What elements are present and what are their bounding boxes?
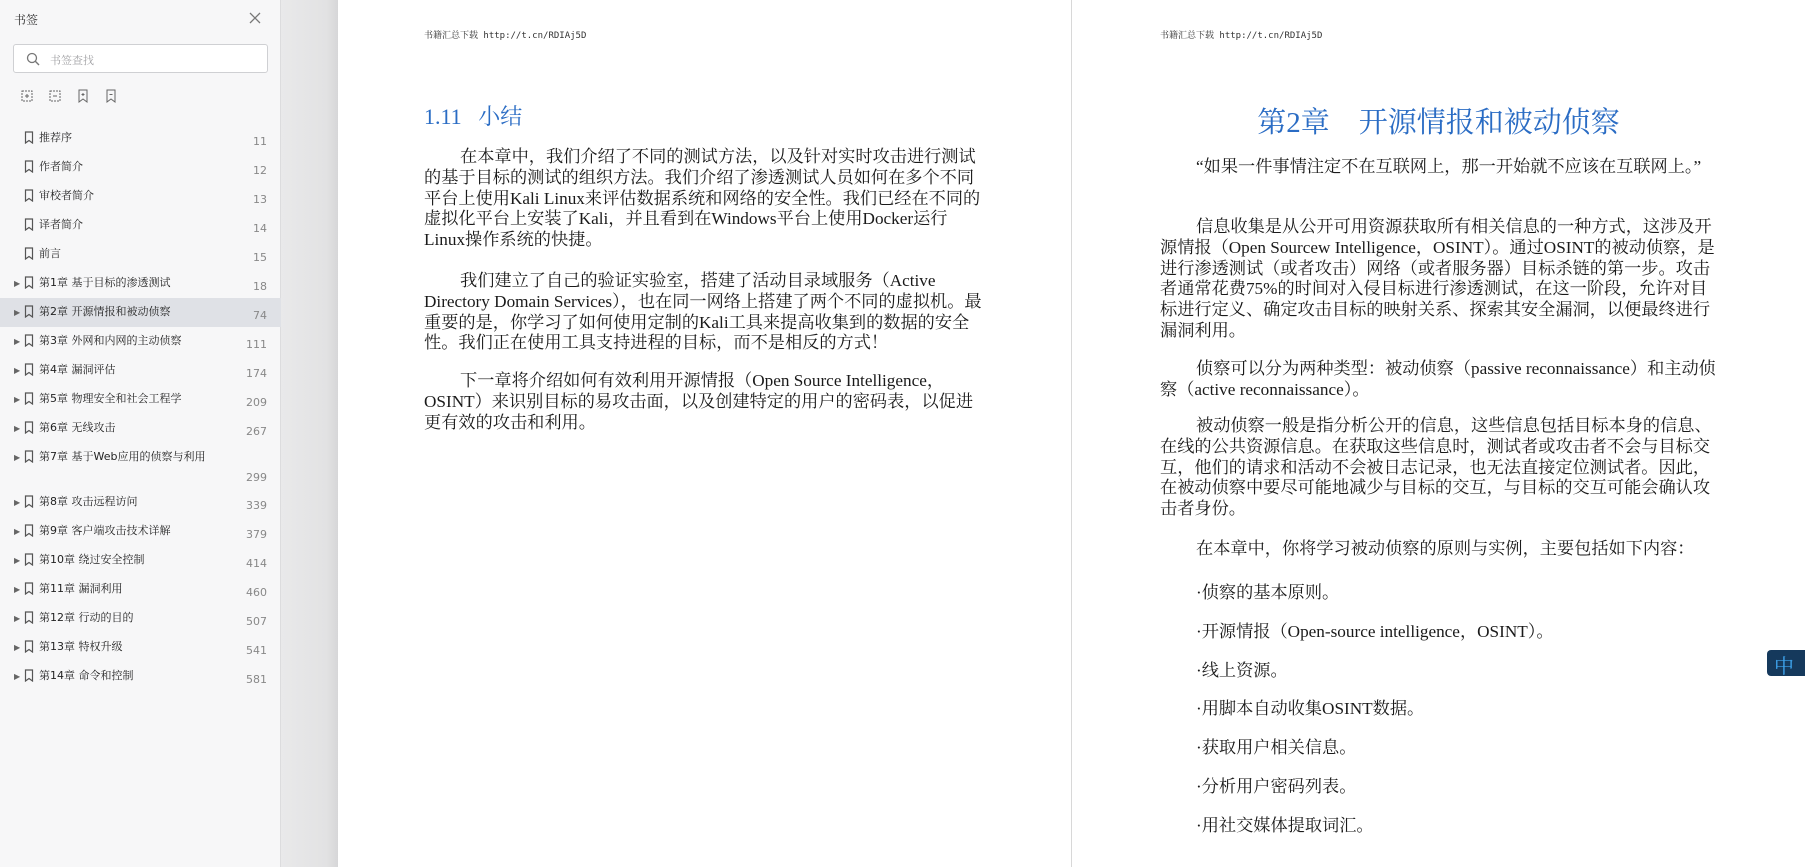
bookmark-item[interactable] [0,153,281,182]
bookmark-label: 第9章 客户端攻击技术详解 [39,524,171,537]
bookmark-label: 第6章 无线攻击 [39,421,116,434]
bookmark-page-number: 12 [253,164,267,177]
bookmark-list [0,124,281,691]
paragraph: 在本章中，你将学习被动侦察的原则与实例，主要包括如下内容： [1196,539,1695,558]
page-shadow [281,0,338,867]
bookmark-icon [24,553,34,566]
bookmark-sidebar [0,0,281,867]
bookmark-label: 第4章 漏洞评估 [39,363,116,376]
bookmark-page-number: 174 [246,367,267,380]
paragraph: 下一章将介绍如何有效利用开源情报（Open Source Intelligence，OSINT）来识别目标的易攻击面，以及创建特定的用户的密码表，以促进更有效的攻击和利用。 [424,371,974,432]
expand-caret-icon[interactable]: ▶ [14,643,21,652]
add-bookmark-icon[interactable] [75,88,91,104]
bookmark-icon [24,276,34,289]
bookmark-search-input[interactable] [48,50,262,70]
chapter-title: 第2章 开源情报和被动侦察 [1257,107,1620,139]
bookmark-item[interactable] [0,604,281,633]
bookmark-label: 推荐序 [39,131,72,144]
expand-caret-icon[interactable]: ▶ [14,498,21,507]
bookmark-label: 第11章 漏洞利用 [39,582,123,595]
bookmark-item[interactable] [0,298,281,327]
bookmark-page-number: 13 [253,193,267,206]
bookmark-page-number: 18 [253,280,267,293]
bookmark-item[interactable] [0,443,281,488]
expand-caret-icon[interactable]: ▶ [14,672,21,681]
expand-caret-icon[interactable]: ▶ [14,366,21,375]
bookmark-icon [24,334,34,347]
search-icon [26,52,40,66]
paragraph: 被动侦察一般是指分析公开的信息，这些信息包括目标本身的信息、在线的公共资源信息。在获取这些信息时，测试者或攻击者不会与目标交互，他们的请求和活动不会被日志记录，也无法直接定位测试者。因此，在被动侦察中要尽可能地减少与目标的交互，与目标的交互可能会确认攻击者身份。 [1160,416,1712,519]
list-item: ·开源情报（Open-source intelligence，OSINT）。 [1196,622,1554,641]
collapse-all-icon[interactable] [47,88,63,104]
bookmark-item[interactable] [0,517,281,546]
bookmark-label: 审校者简介 [39,189,94,202]
bookmark-item[interactable] [0,662,281,691]
bookmark-item[interactable] [0,124,281,153]
bookmark-icon [24,363,34,376]
list-item: ·获取用户相关信息。 [1196,738,1357,757]
bookmark-label: 第7章 基于Web应用的侦察与利用 [39,450,206,463]
expand-caret-icon[interactable]: ▶ [14,527,21,536]
list-item: ·侦察的基本原则。 [1196,583,1340,602]
expand-caret-icon[interactable]: ▶ [14,337,21,346]
bookmark-item[interactable] [0,240,281,269]
bookmark-item[interactable] [0,575,281,604]
list-item: ·线上资源。 [1196,661,1288,680]
bookmark-label: 第10章 绕过安全控制 [39,553,145,566]
bookmark-page-number: 541 [246,644,267,657]
bookmark-item[interactable] [0,356,281,385]
expand-caret-icon[interactable]: ▶ [14,453,21,462]
page-header: 书籍汇总下载 http://t.cn/RDIAj5D [1160,31,1323,41]
bookmark-page-number: 339 [246,499,267,512]
sidebar-title: 书签 [14,13,39,27]
bookmark-icon [24,640,34,653]
bookmark-page-number: 267 [246,425,267,438]
section-title-text: 小结 [478,104,523,129]
paragraph: 在本章中，我们介绍了不同的测试方法，以及针对实时攻击进行测试的基于目标的测试的组织方法。我们介绍了渗透测试人员如何在多个不同平台上使用Kali Linux来评估数据系统和网络的安全性。我们已经在不同的虚拟化平台上安装了Kali，并且看到在Windows平台上使用Docker运行Linux操作系统的快捷。 [424,147,981,250]
bookmark-page-number: 15 [253,251,267,264]
expand-caret-icon[interactable]: ▶ [14,614,21,623]
bookmark-item[interactable] [0,385,281,414]
bookmark-label: 第13章 特权升级 [39,640,123,653]
paragraph: 侦察可以分为两种类型：被动侦察（passive reconnaissance）和主动侦察（active reconnaissance）。 [1160,359,1716,399]
bookmark-label: 译者简介 [39,218,83,231]
bookmark-page-number: 209 [246,396,267,409]
paragraph: 信息收集是从公开可用资源获取所有相关信息的一种方式，这涉及开源情报（Open Sourcew Intelligence，OSINT）。通过OSINT的被动侦察，是进行渗透测试（或者攻击）网络（或者服务器）目标杀链的第一步。攻击者通常花费75%的时间对入侵目标进行渗透测试，在这一阶段，允许对目标进行定义、确定攻击目标的映射关系、探索其安全漏洞，以便最终进行漏洞利用。 [1160,217,1715,340]
expand-all-icon[interactable] [19,88,35,104]
bookmark-item[interactable] [0,182,281,211]
bookmark-icon [24,305,34,318]
ime-indicator[interactable] [1767,650,1805,676]
bookmark-item[interactable] [0,327,281,356]
page-header: 书籍汇总下载 http://t.cn/RDIAj5D [424,31,587,41]
bookmark-page-number: 14 [253,222,267,235]
bookmark-page-number: 111 [246,338,267,351]
ime-label: 中 [1774,654,1794,678]
list-item: ·用脚本自动收集OSINT数据。 [1196,699,1425,718]
bookmark-page-number: 74 [253,309,267,322]
expand-caret-icon[interactable]: ▶ [14,424,21,433]
section-number: 1.11 [424,104,462,129]
bookmark-label: 作者简介 [39,160,83,173]
bookmark-search[interactable] [13,44,268,73]
close-icon[interactable] [247,10,263,26]
bookmark-label: 第14章 命令和控制 [39,669,134,682]
bookmark-icon [24,524,34,537]
bookmark-item[interactable] [0,211,281,240]
bookmark-icon [24,611,34,624]
expand-caret-icon[interactable]: ▶ [14,395,21,404]
bookmark-icon [24,247,34,260]
section-title [424,100,522,131]
bookmark-icon [24,495,34,508]
list-item: ·用社交媒体提取词汇。 [1196,816,1374,835]
bookmark-icon [24,582,34,595]
bookmark-page-number: 581 [246,673,267,686]
expand-caret-icon[interactable]: ▶ [14,585,21,594]
bookmark-label: 第5章 物理安全和社会工程学 [39,392,182,405]
bookmark-label: 第12章 行动的目的 [39,611,134,624]
bookmark-page-number: 299 [246,471,267,484]
bookmark-icon [24,131,34,144]
bookmark-label: 第3章 外网和内网的主动侦察 [39,334,182,347]
bookmark-icon [24,160,34,173]
bookmark-page-number: 460 [246,586,267,599]
bookmark-icon [24,669,34,682]
paragraph: “如果一件事情注定不在互联网上，那一开始就不应该在互联网上。” [1196,157,1702,176]
expand-caret-icon[interactable]: ▶ [14,279,21,288]
bookmark-page-number: 507 [246,615,267,628]
bookmark-page-number: 11 [253,135,267,148]
right-page [1072,0,1805,867]
list-item: ·分析用户密码列表。 [1196,777,1357,796]
left-page [338,0,1071,867]
bookmark-icon [24,392,34,405]
bookmark-icon [24,218,34,231]
bookmark-label: 第2章 开源情报和被动侦察 [39,305,171,318]
bookmark-item[interactable] [0,269,281,298]
bookmark-label: 前言 [39,247,61,260]
bookmark-page-number: 379 [246,528,267,541]
bookmark-icon [24,189,34,202]
bookmark-item[interactable] [0,488,281,517]
bookmark-item[interactable] [0,633,281,662]
bookmark-label: 第8章 攻击远程访问 [39,495,138,508]
bookmark-label: 第1章 基于目标的渗透测试 [39,276,171,289]
bookmark-page-number: 414 [246,557,267,570]
bookmark-icon [24,421,34,434]
bookmark-item[interactable] [0,414,281,443]
bookmark-icon[interactable] [103,88,119,104]
expand-caret-icon[interactable]: ▶ [14,308,21,317]
bookmark-item[interactable] [0,546,281,575]
paragraph: 我们建立了自己的验证实验室，搭建了活动目录域服务（Active Directory Domain Services），也在同一网络上搭建了两个不同的虚拟机。最重要的是，你学习了如何使用定制的Kali工具来提高收集到的数据的安全性。我们正在使用工具支持进程的目标，而不是相反的方式！ [424,271,982,353]
bookmark-icon [24,450,34,463]
expand-caret-icon[interactable]: ▶ [14,556,21,565]
